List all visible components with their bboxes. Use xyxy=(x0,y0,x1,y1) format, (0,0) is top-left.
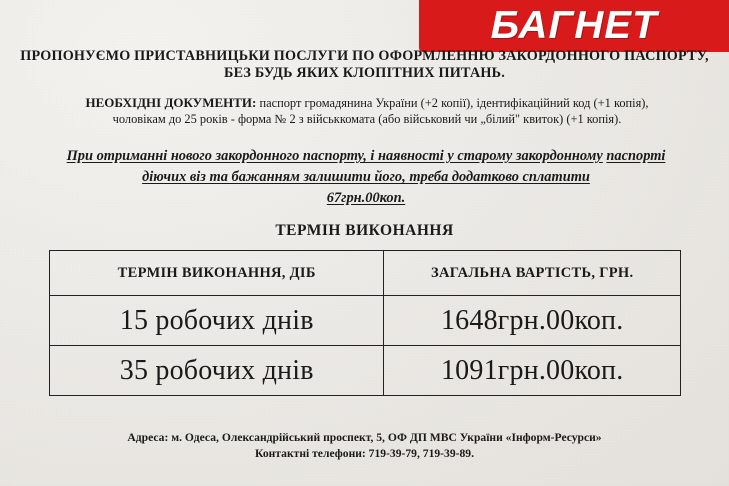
headline-line-1: ПРОПОНУЄМО ПРИСТАВНИЦЬКИ ПОСЛУГИ ПО ОФОРМЛЕННЮ ЗАКОРДОННОГО ПАСПОРТУ, xyxy=(20,48,709,64)
required-documents-label: НЕОБХІДНІ ДОКУМЕНТИ: xyxy=(85,95,257,110)
headline-line-2: БЕЗ БУДЬ ЯКИХ КЛОПІТНИХ ПИТАНЬ. xyxy=(224,65,505,81)
required-documents-block xyxy=(52,95,682,127)
required-documents-line-1: паспорт громадянина України (+2 копії), ідентифікаційний код (+1 копія), xyxy=(256,96,649,110)
column-header-price: ЗАГАЛЬНА ВАРТІСТЬ, ГРН. xyxy=(384,251,681,296)
column-header-term: ТЕРМІН ВИКОНАННЯ, ДІБ xyxy=(50,251,384,296)
table-row xyxy=(50,296,681,346)
bagnet-logo xyxy=(419,0,729,52)
price-table xyxy=(49,250,681,396)
notice-amount: 67грн.00коп. xyxy=(326,190,406,206)
cell-price: 1091грн.00коп. xyxy=(384,346,681,396)
table-title: ТЕРМІН ВИКОНАННЯ xyxy=(275,222,454,239)
required-documents-line-2: чоловікам до 25 років - форма № 2 з військкомата (або військовий чи „білий" квиток) (+1 копія). xyxy=(112,112,622,126)
notice-line-2: паспорті діючих віз та бажанням залишити його, треба додатково сплатити xyxy=(142,148,666,185)
table-row xyxy=(50,346,681,396)
page-title xyxy=(0,48,729,82)
cell-term: 35 робочих днів xyxy=(50,346,384,396)
table-header-row xyxy=(50,251,681,296)
additional-fee-notice xyxy=(46,146,686,209)
cell-price: 1648грн.00коп. xyxy=(384,296,681,346)
footer-phones: Контактні телефони: 719-39-79, 719-39-89. xyxy=(255,447,474,460)
notice-line-1: При отриманні нового закордонного паспорту, і наявності у старому закордонному xyxy=(66,148,603,164)
contact-footer xyxy=(0,430,729,462)
logo-text: БАГНЕТ xyxy=(490,4,658,47)
footer-address: Адреса: м. Одеса, Олександрійський проспект, 5, ОФ ДП МВС України «Інформ-Ресурси» xyxy=(127,431,602,444)
cell-term: 15 робочих днів xyxy=(50,296,384,346)
